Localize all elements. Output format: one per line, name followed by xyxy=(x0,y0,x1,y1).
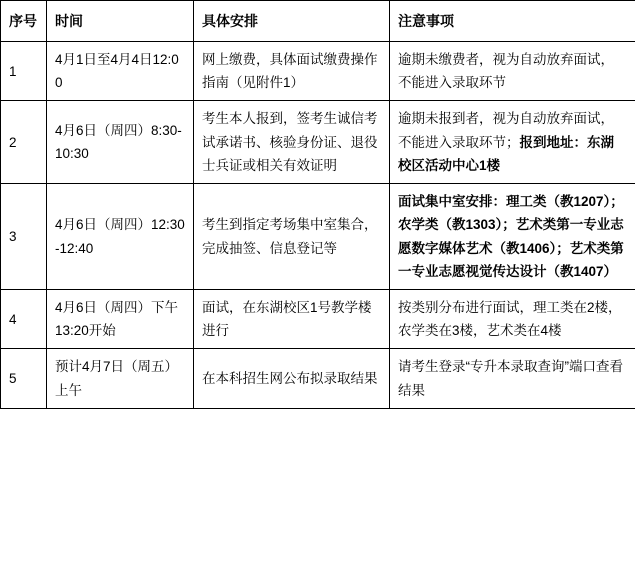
cell-time: 4月6日（周四）12:30-12:40 xyxy=(47,184,194,290)
cell-notes-plain: 逾期未报到者，视为自动放弃面试，不能进入录取环节； xyxy=(398,111,614,150)
table-header xyxy=(1,1,635,42)
table-body xyxy=(1,42,635,409)
column-header-notes: 注意事项 xyxy=(390,1,635,42)
cell-notes-bold: 报到地址：东湖校区活动中心1楼 xyxy=(398,134,614,173)
cell-time: 预计4月7日（周五）上午 xyxy=(47,349,194,408)
table-row xyxy=(1,42,635,101)
cell-notes-plain: 逾期未缴费者，视为自动放弃面试，不能进入录取环节 xyxy=(398,52,614,91)
cell-notes xyxy=(390,289,635,348)
cell-no: 2 xyxy=(1,101,47,184)
cell-arrangement: 网上缴费，具体面试缴费操作指南（见附件1） xyxy=(194,42,390,101)
cell-notes xyxy=(390,349,635,408)
table-row xyxy=(1,349,635,408)
table-row xyxy=(1,101,635,184)
table-row xyxy=(1,184,635,290)
cell-arrangement: 在本科招生网公布拟录取结果 xyxy=(194,349,390,408)
column-header-arrangement: 具体安排 xyxy=(194,1,390,42)
cell-notes xyxy=(390,184,635,290)
table-row xyxy=(1,289,635,348)
column-header-no: 序号 xyxy=(1,1,47,42)
cell-arrangement: 面试，在东湖校区1号教学楼进行 xyxy=(194,289,390,348)
cell-notes-plain: 请考生登录“专升本录取查询”端口查看结果 xyxy=(398,359,623,398)
cell-notes-plain: 按类别分布进行面试，理工类在2楼，农学类在3楼，艺术类在4楼 xyxy=(398,299,622,339)
cell-no: 1 xyxy=(1,42,47,101)
cell-time: 4月6日（周四）下午13:20开始 xyxy=(47,289,194,348)
cell-no: 4 xyxy=(1,289,47,348)
cell-no: 3 xyxy=(1,184,47,290)
cell-arrangement: 考生到指定考场集中室集合，完成抽签、信息登记等 xyxy=(194,184,390,290)
cell-arrangement: 考生本人报到，签考生诚信考试承诺书、核验身份证、退役士兵证或相关有效证明 xyxy=(194,101,390,184)
table-header-row xyxy=(1,1,635,42)
cell-notes xyxy=(390,42,635,101)
cell-notes xyxy=(390,101,635,184)
cell-notes-bold: 面试集中室安排：理工类（教1207）；农学类（教1303）；艺术类第一专业志愿数字媒体艺术（教1406）；艺术类第一专业志愿视觉传达设计（教1407） xyxy=(398,194,624,279)
cell-time: 4月6日（周四）8:30-10:30 xyxy=(47,101,194,184)
cell-time: 4月1日至4月4日12:00 xyxy=(47,42,194,101)
cell-no: 5 xyxy=(1,349,47,408)
column-header-time: 时间 xyxy=(47,1,194,42)
